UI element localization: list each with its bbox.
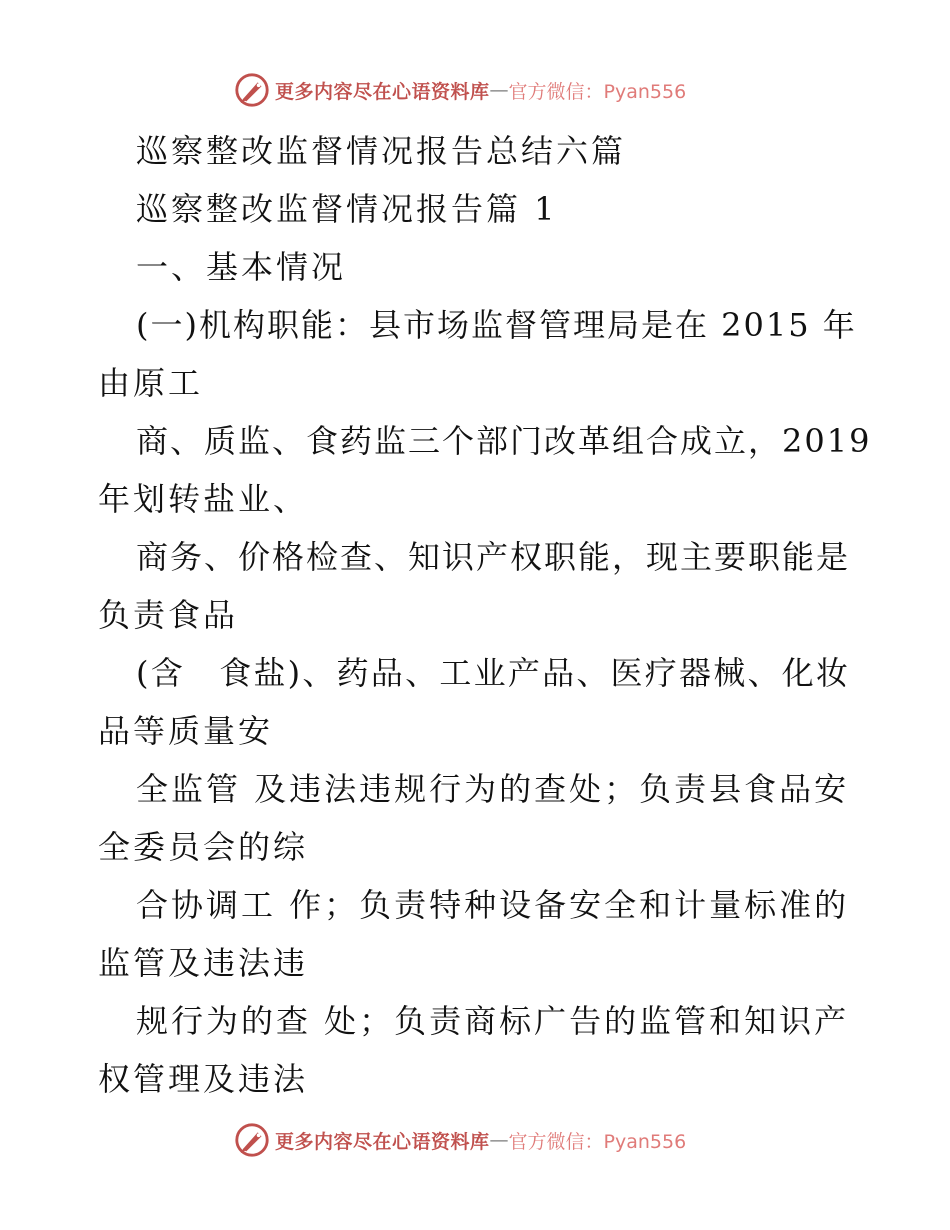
header-dash: — <box>489 79 509 101</box>
pen-nib-logo-icon <box>233 1121 271 1159</box>
header-banner <box>233 70 686 110</box>
footer-brand-text: 更多内容尽在心语资料库 <box>275 1130 490 1153</box>
paragraph-line: (一)机构职能：县市场监督管理局是在 2015 年 <box>136 306 857 344</box>
paragraph-line: 负责食品 <box>98 596 239 634</box>
paragraph-line: 品等质量安 <box>98 712 274 750</box>
document-body <box>98 122 872 1108</box>
footer-contact-text: 官方微信：Pyan556 <box>508 1130 687 1153</box>
paragraph-line: 权管理及违法 <box>98 1060 309 1098</box>
header-brand-text: 更多内容尽在心语资料库 <box>275 80 490 103</box>
document-title: 巡察整改监督情况报告总结六篇 <box>136 132 627 170</box>
header-contact-text: 官方微信：Pyan556 <box>508 80 687 103</box>
document-subtitle: 巡察整改监督情况报告篇 1 <box>136 190 558 228</box>
paragraph-line: 商、质监、食药监三个部门改革组合成立，2019 <box>136 422 872 460</box>
footer-banner <box>233 1120 686 1160</box>
paragraph-line: 合协调工 作；负责特种设备安全和计量标准的 <box>136 886 850 924</box>
paragraph-line: 由原工 <box>98 364 204 402</box>
footer-dash: — <box>489 1129 509 1151</box>
paragraph-line: 监管及违法违 <box>98 944 309 982</box>
section-heading: 一、基本情况 <box>136 248 347 286</box>
paragraph-line: 商务、价格检查、知识产权职能，现主要职能是 <box>136 538 851 576</box>
paragraph-line: (含 食盐)、药品、工业产品、医疗器械、化妆 <box>136 654 850 692</box>
paragraph-line: 规行为的查 处；负责商标广告的监管和知识产 <box>136 1002 850 1040</box>
pen-nib-logo-icon <box>233 71 271 109</box>
paragraph-line: 年划转盐业、 <box>98 480 309 518</box>
paragraph-line: 全监管 及违法违规行为的查处；负责县食品安 <box>136 770 850 808</box>
paragraph-line: 全委员会的综 <box>98 828 309 866</box>
